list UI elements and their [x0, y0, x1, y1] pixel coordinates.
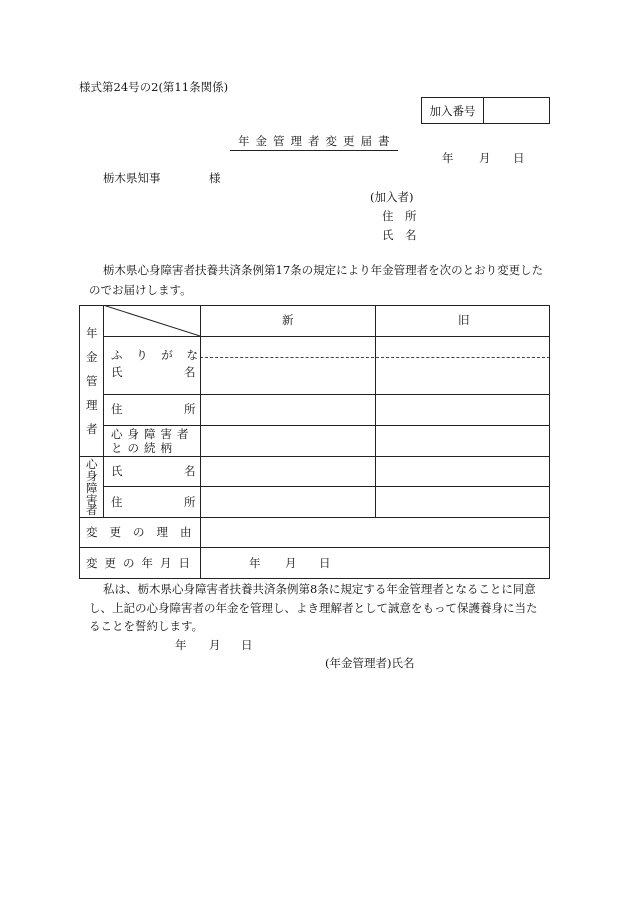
- group-char: 心: [86, 457, 98, 471]
- form-title: 年金管理者変更届書: [238, 134, 396, 148]
- disabled-name-label-left: 氏: [111, 464, 123, 478]
- consent-date-day: 日: [241, 638, 253, 652]
- intro-text-line1: 栃木県心身障害者扶養共済条例第17条の規定により年金管理者を次のとおり変更した: [103, 263, 544, 277]
- applicant-heading: (加入者): [370, 190, 414, 204]
- new-furigana-field[interactable]: [201, 337, 374, 357]
- new-manager-name-field[interactable]: [201, 358, 374, 394]
- group-char: 管: [86, 374, 98, 388]
- group-char: 金: [86, 350, 98, 364]
- consent-date-year: 年: [175, 638, 187, 652]
- addressee-honorific: 様: [209, 171, 221, 185]
- header-diagonal-line: [103, 305, 200, 336]
- manager-name-label-left: 氏: [111, 365, 123, 379]
- submission-date-month: 月: [479, 151, 491, 165]
- signature-label: (年金管理者)氏名: [325, 656, 415, 670]
- change-date-label: 変更の年月日: [86, 556, 197, 570]
- relation-label-line2: との続柄: [111, 441, 177, 455]
- disabled-address-label-right: 所: [184, 495, 196, 509]
- intro-text-line2: のでお届けします。: [89, 283, 192, 297]
- old-furigana-field[interactable]: [376, 337, 549, 357]
- group-char: 障: [86, 481, 98, 495]
- furigana-label: ふ り が な: [111, 348, 203, 362]
- group-char: 理: [86, 398, 98, 412]
- consent-text-line3: ることを誓約します。: [89, 619, 204, 633]
- enrollment-number-field[interactable]: [484, 98, 549, 123]
- manager-name-label-right: 名: [184, 365, 196, 379]
- manager-address-label-right: 所: [184, 402, 196, 416]
- column-header-new: 新: [282, 313, 294, 327]
- submission-date-year: 年: [442, 151, 454, 165]
- consent-text-line2: し、上記の心身障害者の年金を管理し、よき理解者として誠意をもって保護養身に当た: [89, 601, 538, 615]
- form-label: 様式第24号の2(第11条関係): [79, 80, 229, 94]
- group-char: 身: [86, 469, 98, 483]
- old-manager-name-field[interactable]: [376, 358, 549, 394]
- change-reason-field[interactable]: [201, 518, 549, 547]
- new-disabled-name-field[interactable]: [201, 457, 374, 486]
- addressee-governor: 栃木県知事: [103, 171, 161, 185]
- change-reason-label: 変更の理由: [86, 525, 204, 539]
- enrollment-number-box: [421, 97, 550, 124]
- title-underline: [230, 150, 398, 151]
- column-header-old: 旧: [458, 313, 470, 327]
- group-char: 者: [86, 422, 98, 436]
- new-manager-address-field[interactable]: [201, 395, 374, 425]
- change-date-day: 日: [319, 556, 331, 570]
- group-char: 年: [86, 326, 98, 340]
- enrollment-number-label: 加入番号: [422, 98, 484, 123]
- submission-date-day: 日: [513, 151, 525, 165]
- group-char: 害: [86, 493, 98, 507]
- old-disabled-address-field[interactable]: [376, 487, 549, 517]
- old-manager-address-field[interactable]: [376, 395, 549, 425]
- change-date-month: 月: [285, 556, 297, 570]
- applicant-name-label: 氏 名: [382, 228, 417, 242]
- consent-date-month: 月: [209, 638, 221, 652]
- group-char: 者: [86, 503, 98, 517]
- applicant-address-label: 住 所: [382, 209, 417, 223]
- consent-text-line1: 私は、栃木県心身障害者扶養共済条例第8条に規定する年金管理者となることに同意: [103, 582, 536, 596]
- old-relation-field[interactable]: [376, 426, 549, 456]
- old-disabled-name-field[interactable]: [376, 457, 549, 486]
- new-disabled-address-field[interactable]: [201, 487, 374, 517]
- disabled-name-label-right: 名: [184, 464, 196, 478]
- relation-label-line1: 心身障害者: [111, 427, 194, 441]
- disabled-address-label-left: 住: [111, 495, 123, 509]
- change-date-year: 年: [249, 556, 261, 570]
- new-relation-field[interactable]: [201, 426, 374, 456]
- manager-address-label-left: 住: [111, 402, 123, 416]
